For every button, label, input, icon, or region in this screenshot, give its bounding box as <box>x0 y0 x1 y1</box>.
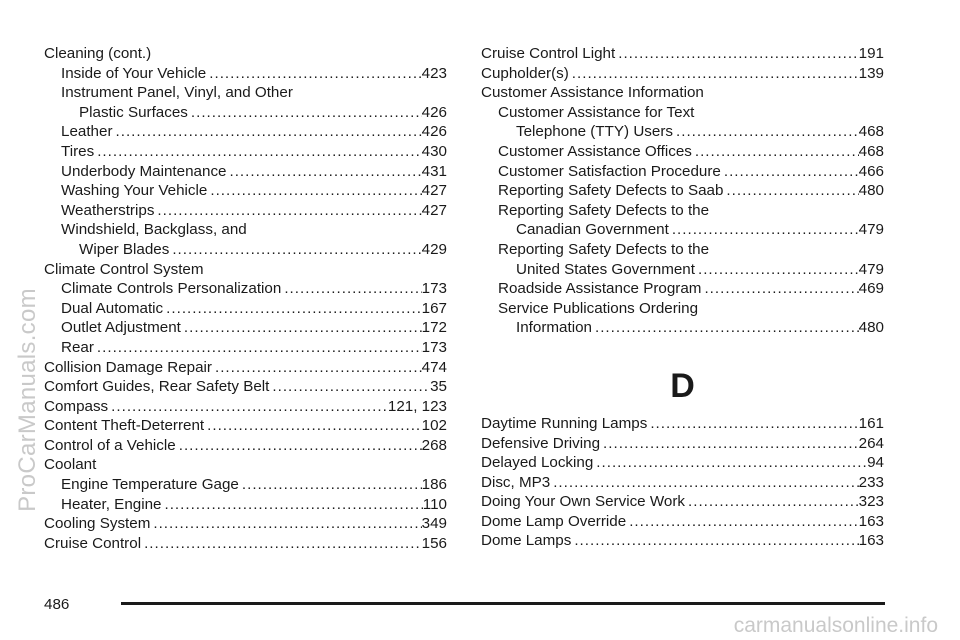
entry-title: Cruise Control Light <box>481 45 616 62</box>
index-entry <box>44 299 447 319</box>
index-entry <box>44 358 447 378</box>
entry-page: 429 <box>421 240 447 258</box>
entry-page: 167 <box>421 299 447 317</box>
entry-page: 349 <box>421 515 447 533</box>
entry-page: 474 <box>421 358 447 376</box>
entry-page: 191 <box>858 45 884 62</box>
entry-title: Cruise Control <box>44 534 142 552</box>
dot-leader <box>592 318 859 338</box>
dot-leader <box>593 453 867 473</box>
dot-leader <box>150 514 421 534</box>
entry-page: 480 <box>858 182 884 200</box>
entry-page: 430 <box>421 142 447 160</box>
entry-title: United States Government <box>516 260 695 278</box>
dot-leader <box>169 240 421 260</box>
index-entry <box>44 201 447 221</box>
dot-leader <box>615 44 858 64</box>
index-heading: Coolant <box>44 456 97 474</box>
index-column-right <box>481 44 884 551</box>
index-heading: Customer Assistance Information <box>481 84 704 102</box>
dot-leader <box>685 492 859 512</box>
entry-page: 479 <box>858 221 884 239</box>
entry-title: Compass <box>44 397 109 415</box>
index-entry <box>481 492 884 512</box>
watermark-bottom: carmanualsonline.info <box>733 614 938 637</box>
entry-page: 186 <box>421 476 447 494</box>
entry-title: Inside of Your Vehicle <box>61 64 207 82</box>
index-entry <box>44 338 447 358</box>
dot-leader <box>721 162 859 182</box>
watermark-left: ProCarManuals.com <box>14 288 41 512</box>
dot-leader <box>207 181 421 201</box>
index-entry <box>481 453 884 473</box>
page-number: 486 <box>44 596 70 613</box>
dot-leader <box>239 475 422 495</box>
entry-page: 468 <box>858 123 884 141</box>
index-entry <box>481 318 884 338</box>
entry-page: 94 <box>867 454 884 472</box>
index-heading: Reporting Safety Defects to the <box>498 201 710 219</box>
entry-page: 468 <box>858 142 884 160</box>
index-heading: Service Publications Ordering <box>498 299 699 317</box>
dot-leader <box>550 473 858 493</box>
index-entry <box>44 103 447 123</box>
entry-title: Leather <box>61 123 113 141</box>
entry-title: Weatherstrips <box>61 201 155 219</box>
index-entry <box>481 414 884 434</box>
dot-leader <box>161 495 422 515</box>
index-entry <box>481 64 884 84</box>
entry-page: 173 <box>421 338 447 356</box>
entry-page: 479 <box>858 260 884 278</box>
index-entry <box>44 397 447 417</box>
entry-title: Cooling System <box>44 515 151 533</box>
dot-leader <box>269 377 430 397</box>
dot-leader <box>673 122 859 142</box>
entry-title: Dome Lamp Override <box>481 512 627 530</box>
index-entry <box>481 260 884 280</box>
index-entry <box>481 512 884 532</box>
entry-page: 426 <box>421 103 447 121</box>
index-entry <box>44 495 447 515</box>
entry-title: Reporting Safety Defects to Saab <box>498 182 724 200</box>
entry-title: Engine Temperature Gage <box>61 476 239 494</box>
entry-page: 427 <box>421 182 447 200</box>
entry-page: 156 <box>421 534 447 552</box>
dot-leader <box>626 512 858 532</box>
entry-page: 466 <box>858 162 884 180</box>
index-entry <box>44 534 447 554</box>
entry-page: 431 <box>421 162 447 180</box>
index-entry <box>481 181 884 201</box>
entry-page: 121, 123 <box>387 397 447 415</box>
entry-title: Disc, MP3 <box>481 473 551 491</box>
index-heading: Climate Control System <box>44 260 204 278</box>
index-entry <box>481 473 884 493</box>
index-entry <box>44 475 447 495</box>
index-entry <box>44 514 447 534</box>
entry-page: 163 <box>858 532 884 550</box>
entry-page: 163 <box>858 512 884 530</box>
dot-leader <box>701 279 858 299</box>
index-heading: Customer Assistance for Text <box>498 103 695 121</box>
entry-title: Climate Controls Personalization <box>61 280 282 298</box>
index-entry <box>481 531 884 551</box>
index-entry <box>44 416 447 436</box>
entry-title: Control of a Vehicle <box>44 436 176 454</box>
entry-page: 161 <box>858 414 884 432</box>
index-entry <box>481 434 884 454</box>
entry-title: Customer Satisfaction Procedure <box>498 162 721 180</box>
dot-leader <box>181 318 422 338</box>
index-entry <box>481 122 884 142</box>
dot-leader <box>647 414 858 434</box>
entry-page: 426 <box>421 123 447 141</box>
index-entry <box>44 279 447 299</box>
entry-title: Delayed Locking <box>481 454 594 472</box>
entry-title: Defensive Driving <box>481 434 601 452</box>
dot-leader <box>281 279 421 299</box>
dot-leader <box>204 416 422 436</box>
dot-leader <box>692 142 859 162</box>
entry-page: 427 <box>421 201 447 219</box>
dot-leader <box>569 64 859 84</box>
index-heading: Instrument Panel, Vinyl, and Other <box>61 84 293 102</box>
index-entry <box>44 64 447 84</box>
dot-leader <box>94 338 422 358</box>
index-column-left <box>44 44 447 553</box>
entry-page: 35 <box>430 378 447 396</box>
index-heading: Reporting Safety Defects to the <box>498 240 710 258</box>
entry-title: Customer Assistance Offices <box>498 142 692 160</box>
dot-leader <box>163 299 422 319</box>
entry-title: Cupholder(s) <box>481 64 569 82</box>
entry-page: 139 <box>858 64 884 82</box>
entry-page: 423 <box>421 64 447 82</box>
dot-leader <box>695 260 859 280</box>
index-group-d <box>481 414 884 551</box>
entry-title: Tires <box>61 142 95 160</box>
index-entry <box>44 162 447 182</box>
index-entry <box>481 162 884 182</box>
entry-title: Content Theft-Deterrent <box>44 417 205 435</box>
entry-title: Underbody Maintenance <box>61 162 227 180</box>
entry-title: Plastic Surfaces <box>79 103 188 121</box>
entry-title: Washing Your Vehicle <box>61 182 208 200</box>
entry-page: 480 <box>858 319 884 337</box>
entry-title: Outlet Adjustment <box>61 319 181 337</box>
entry-title: Telephone (TTY) Users <box>516 123 673 141</box>
entry-title: Canadian Government <box>516 221 669 239</box>
entry-page: 110 <box>422 495 447 513</box>
entry-page: 264 <box>858 434 884 452</box>
dot-leader <box>113 122 422 142</box>
index-heading: Windshield, Backglass, and <box>61 221 247 239</box>
index-entry <box>44 377 447 397</box>
entry-page: 469 <box>858 280 884 298</box>
dot-leader <box>188 103 422 123</box>
dot-leader <box>571 531 858 551</box>
dot-leader <box>212 358 422 378</box>
entry-title: Roadside Assistance Program <box>498 280 702 298</box>
index-entry <box>44 240 447 260</box>
index-entry <box>481 279 884 299</box>
entry-page: 102 <box>421 417 447 435</box>
entry-title: Daytime Running Lamps <box>481 414 648 432</box>
dot-leader <box>206 64 421 84</box>
entry-page: 323 <box>858 493 884 511</box>
dot-leader <box>154 201 421 221</box>
entry-title: Collision Damage Repair <box>44 358 212 376</box>
dot-leader <box>108 397 388 417</box>
index-entry <box>481 220 884 240</box>
dot-leader <box>176 436 422 456</box>
index-entry <box>481 142 884 162</box>
index-group-c-continued <box>481 44 884 338</box>
index-entry <box>44 142 447 162</box>
entry-page: 233 <box>858 473 884 491</box>
index-entry <box>44 318 447 338</box>
entry-title: Comfort Guides, Rear Safety Belt <box>44 378 270 396</box>
dot-leader <box>600 434 859 454</box>
entry-title: Wiper Blades <box>79 240 170 258</box>
index-entry <box>481 44 884 64</box>
index-heading: Cleaning (cont.) <box>44 45 152 62</box>
dot-leader <box>94 142 421 162</box>
entry-page: 268 <box>421 436 447 454</box>
index-entry <box>44 436 447 456</box>
letter-heading: D <box>670 366 695 405</box>
dot-leader <box>226 162 421 182</box>
entry-title: Rear <box>61 338 94 356</box>
entry-title: Dome Lamps <box>481 532 572 550</box>
footer-rule <box>121 602 885 605</box>
entry-title: Doing Your Own Service Work <box>481 493 685 511</box>
index-entry <box>44 122 447 142</box>
entry-title: Heater, Engine <box>61 495 162 513</box>
entry-title: Dual Automatic <box>61 299 164 317</box>
dot-leader <box>141 534 422 554</box>
entry-title: Information <box>516 319 592 337</box>
dot-leader <box>669 220 859 240</box>
entry-page: 173 <box>421 280 447 298</box>
index-entry <box>44 181 447 201</box>
dot-leader <box>723 181 858 201</box>
entry-page: 172 <box>421 319 447 337</box>
